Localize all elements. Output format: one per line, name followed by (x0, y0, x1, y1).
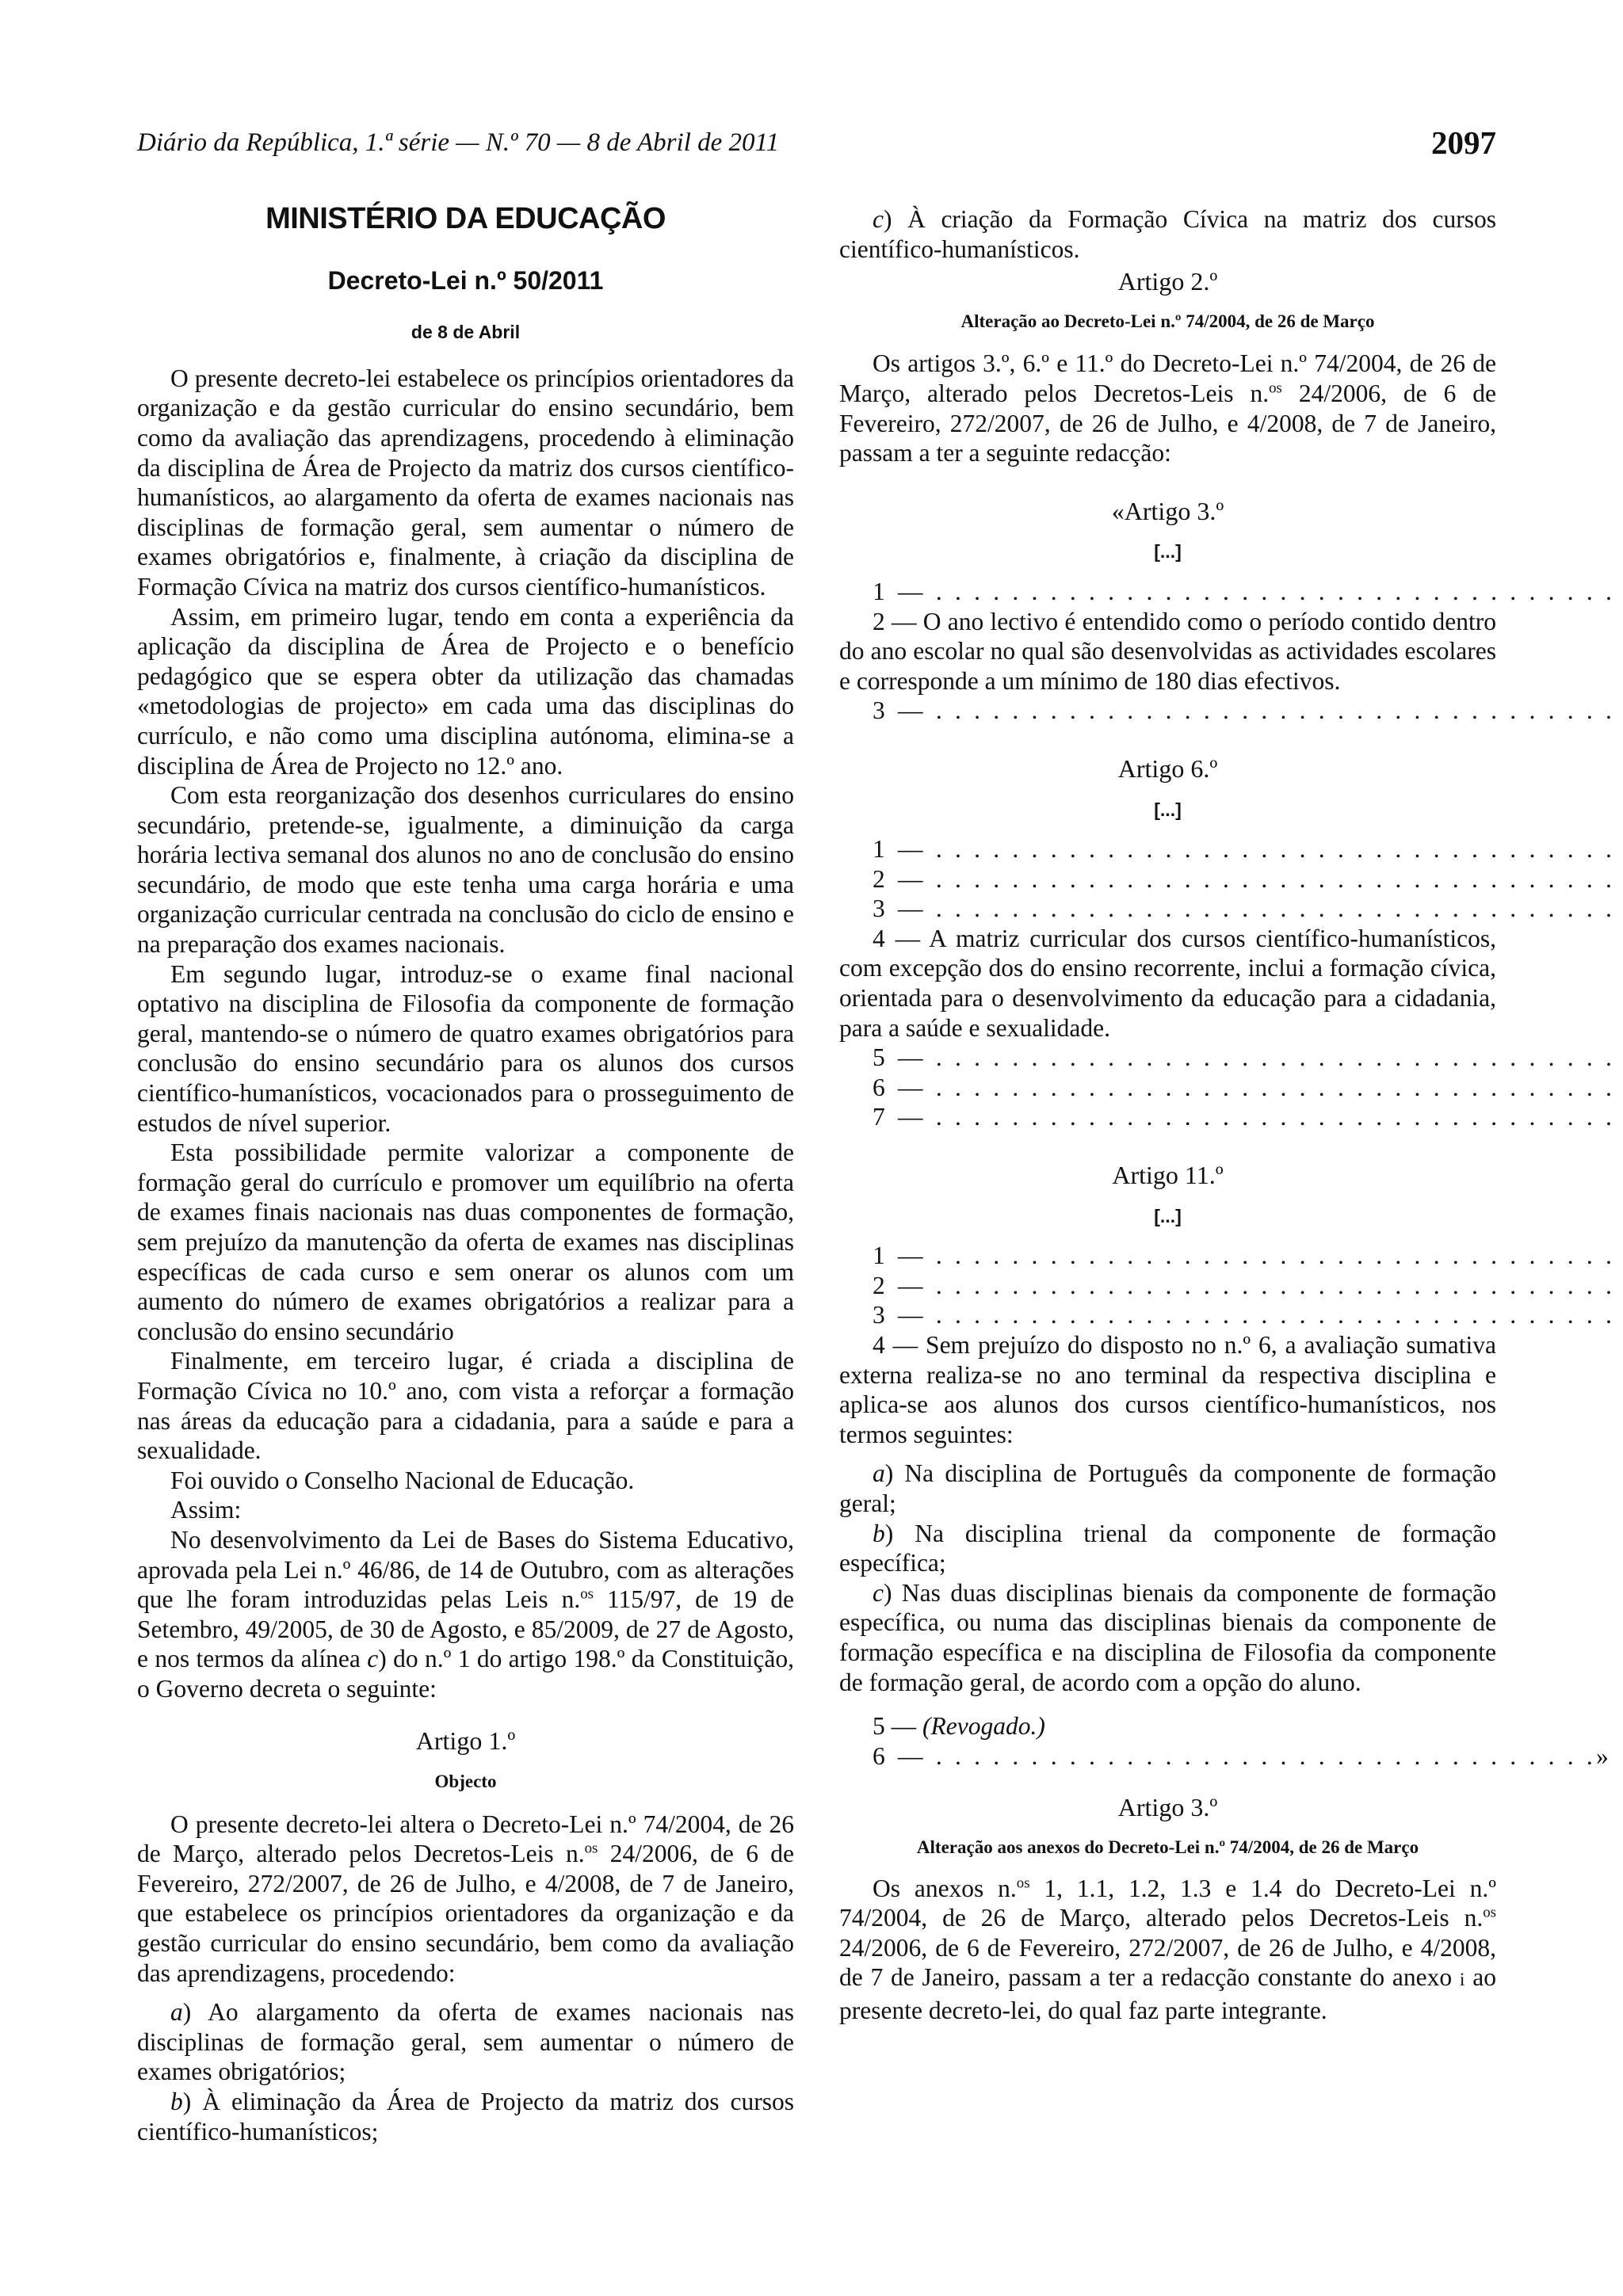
article-6-item-7: 7 — . . . . . . . . . . . . . . . . . . . . . . . . . . . . . . . . . . . . (873, 1103, 1616, 1131)
ministry-title: MINISTÉRIO DA EDUCAÇÃO (265, 202, 666, 235)
page-number: 2097 (1431, 124, 1496, 161)
article-11-item-2: 2 — . . . . . . . . . . . . . . . . . . . . . . . . . . . . . . . . . . . . (873, 1271, 1616, 1299)
article-11-item-4b: b) Na disciplina trienal da componente de formação específica; (839, 1519, 1496, 1577)
article-11-item-5: 5 — (Revogado.) (873, 1712, 1045, 1741)
article-2-subtitle: Alteração ao Decreto-Lei n.º 74/2004, de 26 de Março (960, 311, 1375, 331)
article-1-heading: Artigo 1.º (415, 1726, 516, 1755)
quoted-article-6-heading: Artigo 6.º (1117, 753, 1218, 783)
article-11-item-4: 4 — Sem prejuízo do disposto no n.º 6, a avaliação sumativa externa realiza-se no ano terminal da respectiva disciplina e aplica-se aos alunos dos cursos científico-humanísticos, nos termos seguintes: (839, 1331, 1496, 1448)
page-header (137, 124, 1496, 168)
article-11-item-4a: a) Na disciplina de Português da componente de formação geral; (839, 1459, 1496, 1517)
journal-title: Diário da República, 1.ª série — N.º 70 — 8 de Abril de 2011 (137, 128, 780, 157)
article-1-item-c: c) À criação da Formação Cívica na matriz dos cursos científico-humanísticos. (839, 205, 1496, 263)
article-3-item-1: 1 — . . . . . . . . . . . . . . . . . . . . . . . . . . . . . . . . . . . . (873, 577, 1616, 605)
article-11-item-1: 1 — . . . . . . . . . . . . . . . . . . . . . . . . . . . . . . . . . . . . (873, 1241, 1616, 1270)
article-3-heading: Artigo 3.º (1117, 1793, 1218, 1822)
article-6-item-6: 6 — . . . . . . . . . . . . . . . . . . . . . . . . . . . . . . . . . . . . (873, 1073, 1616, 1101)
article-6-item-2: 2 — . . . . . . . . . . . . . . . . . . . . . . . . . . . . . . . . . . . . (873, 864, 1616, 893)
left-column (137, 200, 794, 2146)
decree-date: de 8 de Abril (411, 322, 521, 343)
article-3-bracket: [...] (1154, 541, 1182, 563)
article-2-body: Os artigos 3.º, 6.º e 11.º do Decreto-Lei n.º 74/2004, de 26 de Março, alterado pelos Decretos-Leis n.$^{os}$ 24/2006, de 6 de Fevereiro, 272/2007, de 26 de Julho, e 4/2008, de 7 de Janeiro, passam a ter a seguinte redacção: (839, 349, 1496, 467)
article-2-heading: Artigo 2.º (1117, 267, 1218, 296)
quoted-article-3-heading: «Artigo 3.º (1111, 496, 1224, 525)
preamble-paragraph-2: Assim, em primeiro lugar, tendo em conta a experiência da aplicação da disciplina de Área de Projecto e o benefício pedagógico que se espera obter da utilização das chamadas «metodologias de projecto» em cada uma das disciplinas do currículo, e não como uma disciplina autónoma, elimina-se a disciplina de Área de Projecto no 12.º ano. (137, 602, 794, 780)
preamble-paragraph-7: Foi ouvido o Conselho Nacional de Educação. (170, 1466, 635, 1494)
article-6-item-4: 4 — A matriz curricular dos cursos científico-humanísticos, com excepção dos do ensino recorrente, inclui a formação cívica, orientada para o desenvolvimento da educação para a cidadania, para a saúde e sexualidade. (839, 924, 1496, 1042)
enactment-paragraph: No desenvolvimento da Lei de Bases do Sistema Educativo, aprovada pela Lei n.º 46/86, de 14 de Outubro, com as alterações que lhe foram introduzidas pelas Leis n.$^{os}$ 115/97, de 19 de Setembro, 49/2005, de 30 de Agosto, e 85/2009, de 27 de Agosto, e nos termos da alínea c) do n.º 1 do artigo 198.º da Constituição, o Governo decreta o seguinte: (137, 1525, 794, 1703)
right-column (839, 200, 1616, 2025)
article-1-item-b: b) À eliminação da Área de Projecto da matriz dos cursos científico-humanísticos; (137, 2088, 794, 2145)
article-1-item-a: a) Ao alargamento da oferta de exames nacionais nas disciplinas de formação geral, sem aumentar o número de exames obrigatórios; (137, 1998, 794, 2086)
preamble-paragraph-8: Assim: (170, 1496, 242, 1524)
article-1-body: O presente decreto-lei altera o Decreto-Lei n.º 74/2004, de 26 de Março, alterado pelos Decretos-Leis n.$^{os}$ 24/2006, de 6 de Fevereiro, 272/2007, de 26 de Julho, e 4/2008, de 7 de Janeiro, que estabelece os princípios orientadores da organização e da gestão curricular do ensino secundário, bem como da avaliação das aprendizagens, procedendo: (137, 1810, 794, 1987)
article-11-item-6: 6 — . . . . . . . . . . . . . . . . . . . . . . . . . . . . . . . . . . .» (873, 1741, 1612, 1770)
article-11-bracket: [...] (1154, 1205, 1182, 1226)
preamble-paragraph-4: Em segundo lugar, introduz-se o exame final nacional optativo na disciplina de Filosofia da componente de formação geral, mantendo-se o número de quatro exames obrigatórios para conclusão do ensino secundário para os alunos dos cursos científico-humanísticos, vocacionados para o prosseguimento de estudos de nível superior. (137, 959, 794, 1137)
preamble-paragraph-5: Esta possibilidade permite valorizar a componente de formação geral do currículo e promover um equilíbrio na oferta de exames finais nacionais nas duas componentes de formação, sem prejuízo da manutenção da oferta de exames nas disciplinas específicas de cada curso e sem onerar os alunos com um aumento do número de exames obrigatórios a realizar para a conclusão do ensino secundário (137, 1138, 794, 1345)
article-6-item-3: 3 — . . . . . . . . . . . . . . . . . . . . . . . . . . . . . . . . . . . . (873, 894, 1616, 923)
article-11-item-3: 3 — . . . . . . . . . . . . . . . . . . . . . . . . . . . . . . . . . . . . (873, 1301, 1616, 1329)
article-11-item-4c: c) Nas duas disciplinas bienais da componente de formação específica, ou numa das disciplinas bienais da componente de formação específica e na disciplina de Filosofia da componente de formação geral, de acordo com a opção do aluno. (839, 1578, 1496, 1696)
article-1-subtitle: Objecto (434, 1772, 497, 1792)
article-6-bracket: [...] (1154, 799, 1182, 820)
quoted-article-11-heading: Artigo 11.º (1112, 1161, 1224, 1190)
preamble-paragraph-1: O presente decreto-lei estabelece os princípios orientadores da organização e da gestão curricular do ensino secundário, bem como da avaliação das aprendizagens, procedendo à eliminação da disciplina de Área de Projecto da matriz dos cursos científico-humanísticos, ao alargamento da oferta de exames nacionais nas disciplinas de formação geral, sem aumentar o número de exames obrigatórios e, finalmente, à criação da disciplina de Formação Cívica na matriz dos cursos científico-humanísticos. (137, 364, 794, 601)
article-6-item-1: 1 — . . . . . . . . . . . . . . . . . . . . . . . . . . . . . . . . . . . . (873, 835, 1616, 864)
article-3-item-3: 3 — . . . . . . . . . . . . . . . . . . . . . . . . . . . . . . . . . . . . (873, 696, 1616, 725)
article-6-item-5: 5 — . . . . . . . . . . . . . . . . . . . . . . . . . . . . . . . . . . . . (873, 1043, 1616, 1072)
preamble-paragraph-3: Com esta reorganização dos desenhos curriculares do ensino secundário, pretende-se, igualmente, a diminuição da carga horária lectiva semanal dos alunos no ano de conclusão do ensino secundário, de modo que este tenha uma carga horária e uma organização curricular centrada na conclusão do ciclo de ensino e na preparação dos exames nacionais. (137, 781, 794, 959)
preamble-paragraph-6: Finalmente, em terceiro lugar, é criada a disciplina de Formação Cívica no 10.º ano, com vista a reforçar a formação nas áreas da educação para a cidadania, para a saúde e para a sexualidade. (137, 1347, 794, 1465)
article-3-item-2: 2 — O ano lectivo é entendido como o período contido dentro do ano escolar no qual são desenvolvidas as actividades escolares e corresponde a um mínimo de 180 dias efectivos. (839, 607, 1496, 695)
article-3-body: Os anexos n.$^{os}$ 1, 1.1, 1.2, 1.3 e 1.4 do Decreto-Lei n.º 74/2004, de 26 de Março, alterado pelos Decretos-Leis n.$^{os}$ 24/2006, de 6 de Fevereiro, 272/2007, de 26 de Julho, e 4/2008, de 7 de Janeiro, passam a ter a redacção constante do anexo i ao presente decreto-lei, do qual faz parte integrante. (839, 1874, 1496, 2024)
article-3-subtitle: Alteração aos anexos do Decreto-Lei n.º 74/2004, de 26 de Março (916, 1836, 1419, 1857)
decree-title: Decreto-Lei n.º 50/2011 (327, 265, 604, 295)
